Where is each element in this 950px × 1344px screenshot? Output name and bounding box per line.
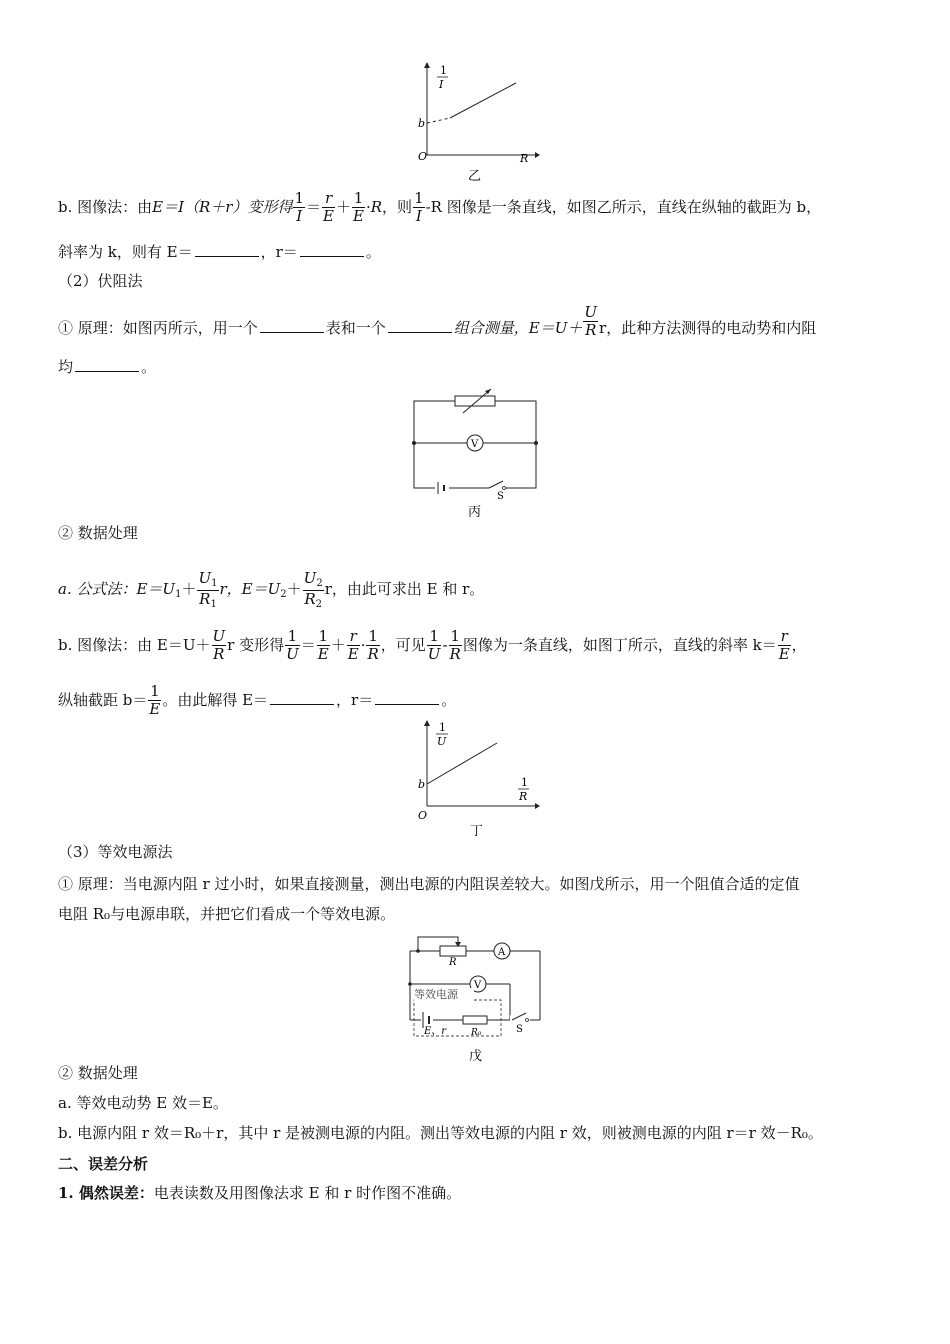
switch-label: S <box>497 491 504 502</box>
b1-line2: 斜率为 k，则有 E＝ <box>58 243 193 261</box>
voltmeter-label: V <box>471 439 479 450</box>
p1-c: 组合测量，E＝U＋ <box>453 318 583 337</box>
figure-caption: 乙 <box>468 169 482 184</box>
frac-1-over-U: $\frac{1}{U}$ <box>286 627 299 664</box>
ammeter-label: A <box>498 947 506 958</box>
figure-wu <box>400 932 550 1064</box>
b1-a: b. 图像法：由 <box>58 197 153 216</box>
b1-b: E＝I（R＋r）变形得 <box>152 197 293 216</box>
a2-a: a. 公式法：E＝U <box>58 580 176 598</box>
b2-c: ，可见 <box>380 635 426 654</box>
frac-1-over-U-2: $\frac{1}{U}$ <box>427 627 441 664</box>
r0-label: R₀ <box>471 1028 482 1038</box>
a2-b: r，E＝U <box>219 580 281 598</box>
frac-r-over-E-3: $\frac{r}{E}$ <box>778 627 790 664</box>
x-axis-den: R <box>519 790 528 803</box>
text-line <box>58 683 456 719</box>
origin-label: O <box>418 150 428 163</box>
equivalent-source-label: 等效电源 <box>414 988 458 1001</box>
text-line: ② 数据处理 <box>58 524 138 542</box>
switch-label: S <box>516 1024 523 1035</box>
text-line: b. 电源内阻 r 效＝R₀＋r，其中 r 是被测电源的内阻。测出等效电源的内阻 r 效，则被测电源的内阻 r＝r 效－R₀。 <box>58 1124 823 1142</box>
frac-1-over-E-2: $\frac{1}{E}$ <box>317 627 329 664</box>
text-line <box>58 245 381 260</box>
figure-ding <box>410 718 540 838</box>
text-line: 电阻 R₀与电源串联，并把它们看成一个等效电源。 <box>58 905 396 923</box>
section-heading: （3）等效电源法 <box>58 843 173 861</box>
frac-1-over-I: $\frac{1}{I}$ <box>294 189 305 226</box>
x-axis-num: 1 <box>521 776 528 789</box>
b2-b: r 变形得 <box>227 635 285 654</box>
figure-caption: 丙 <box>468 505 482 520</box>
text-line: ② 数据处理 <box>58 1064 138 1082</box>
err1-label: 1. 偶然误差： <box>58 1184 154 1202</box>
a2-c: r，由此可求出 E 和 r。 <box>324 580 485 598</box>
text-line: b. 图像法：由 E＝U＋ $\frac{U}{R}$ r 变形得 $\frac{1}{U}$ ＝ $\frac{1}{E}$ ＋ $\frac{r}{E}$ · $\frac{1}{R}$ ，可见 $\frac{1}{U}$ - $\frac{1}{R}$ 图像为一条直线，如图丁所示，直线的斜率 k＝ $\frac{r}{E}$ ， <box>58 627 807 664</box>
frac-U1-over-R1: $\frac{U_1}{R_1}$ <box>198 569 218 610</box>
y-axis-den: U <box>437 735 447 748</box>
rheostat-label: R <box>449 957 457 968</box>
text-line <box>58 303 817 340</box>
b1-c: ，则 <box>382 197 413 216</box>
frac-r-over-E: $\frac{r}{E}$ <box>323 189 334 226</box>
text-line <box>58 360 156 375</box>
b1-line2b: ，r＝ <box>260 243 298 261</box>
frac-r-over-E-2: $\frac{r}{E}$ <box>347 627 359 664</box>
source-label: E、r <box>424 1026 447 1037</box>
x-axis-label: R <box>520 152 529 165</box>
b2-line2b: 。由此解得 E＝ <box>162 690 269 709</box>
period: 。 <box>365 243 381 261</box>
b2-line2: 纵轴截距 b＝ <box>58 690 148 709</box>
frac-1-over-E: $\frac{1}{E}$ <box>353 189 364 226</box>
y-axis-den: I <box>439 78 444 91</box>
b2-d: 图像为一条直线，如图丁所示，直线的斜率 k＝ <box>462 635 777 654</box>
voltmeter-label: V <box>474 980 482 991</box>
period: 。 <box>141 358 157 376</box>
frac-1-over-E-3: $\frac{1}{E}$ <box>149 682 161 719</box>
origin-label: O <box>418 809 428 822</box>
period: 。 <box>441 690 457 709</box>
figure-caption: 丁 <box>470 824 484 838</box>
frac-1-over-I-2: $\frac{1}{I}$ <box>414 189 424 226</box>
p1-a: ① 原理：如图丙所示，用一个 <box>58 318 258 337</box>
err1-text: 电表读数及用图像法求 E 和 r 时作图不准确。 <box>153 1184 462 1202</box>
p1-d: r，此种方法测得的电动势和内阻 <box>599 318 817 337</box>
section-heading: 二、误差分析 <box>58 1155 149 1173</box>
text-line: b. 图像法：由E＝I（R＋r）变形得 $\frac{1}{I}$ ＝ $\frac{r}{E}$ ＋ $\frac{1}{E}$ ·R，则 $\frac{1}{I}$ -R 图像是一条直线，如图乙所示，直线在纵轴的截距为 b， <box>58 189 822 226</box>
text-line: ① 原理：当电源内阻 r 过小时，如果直接测量，测出电源的内阻误差较大。如图戊所示，用一个阻值合适的定值 <box>58 875 800 893</box>
frac-U-over-R: $\frac{U}{R}$ <box>584 303 598 340</box>
frac-1-over-R: $\frac{1}{R}$ <box>367 627 379 664</box>
text-line <box>58 1186 461 1201</box>
b2-a: b. 图像法：由 E＝U＋ <box>58 635 211 654</box>
p1-b: 表和一个 <box>325 318 386 337</box>
frac-1-over-R-2: $\frac{1}{R}$ <box>449 627 461 664</box>
b1-d: -R 图像是一条直线，如图乙所示，直线在纵轴的截距为 b， <box>425 197 822 216</box>
text-line: a. 等效电动势 E 效＝E。 <box>58 1094 228 1112</box>
intercept-label: b <box>418 778 426 791</box>
text-line: a. 公式法：$E=U_1+$ $\frac{U_1}{R_1}$ r，$E=U_2+$ $\frac{U_2}{R_2}$ r，由此可求出 E 和 r。 <box>58 569 485 610</box>
figure-bing <box>405 385 545 520</box>
intercept-label: b <box>418 117 426 130</box>
section-heading: （2）伏阻法 <box>58 272 143 290</box>
frac-U-over-R-2: $\frac{U}{R}$ <box>212 627 226 664</box>
frac-U2-over-R2: $\frac{U_2}{R_2}$ <box>303 569 323 610</box>
figure-yi <box>410 60 540 185</box>
p1-line2: 均 <box>58 358 74 376</box>
y-axis-num: 1 <box>439 721 446 734</box>
b2-line2c: ，r＝ <box>336 690 374 709</box>
y-axis-num: 1 <box>440 64 447 77</box>
figure-caption: 戊 <box>469 1049 483 1064</box>
